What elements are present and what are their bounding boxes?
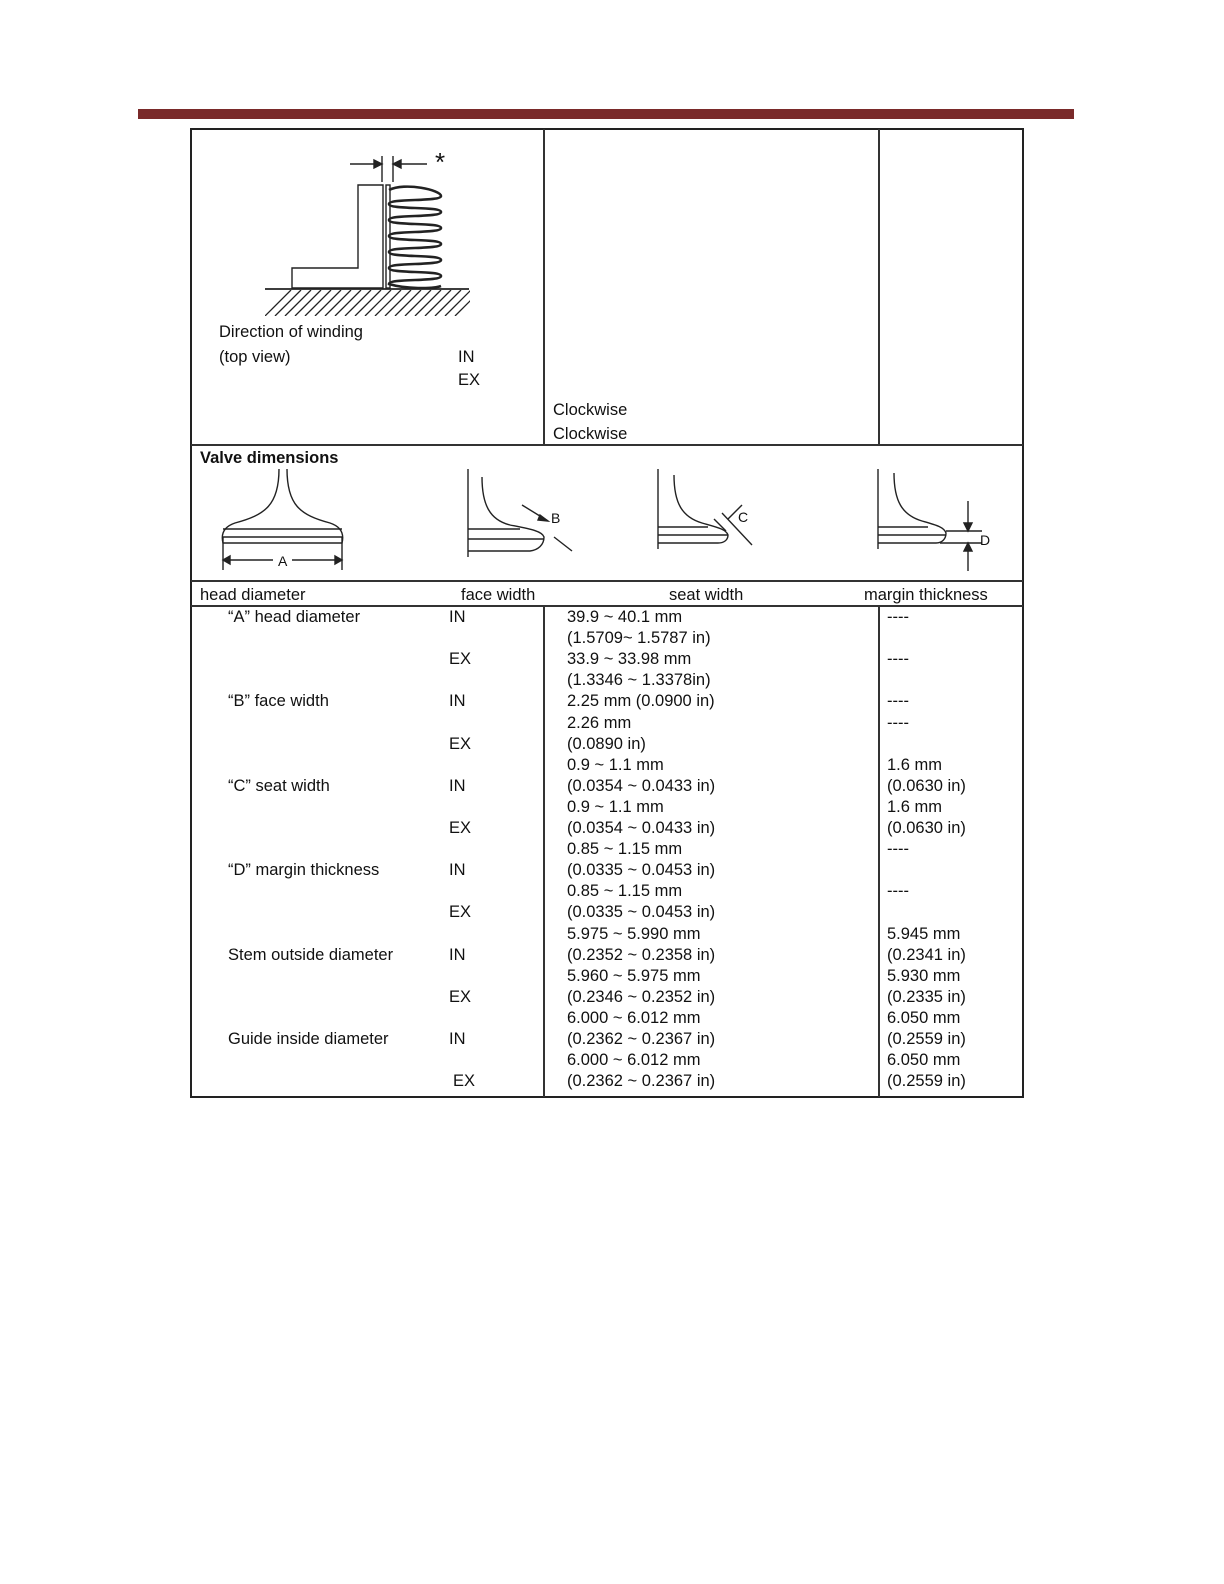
spec-row-standard: (1.3346 ~ 1.3378in): [567, 671, 711, 690]
spec-row-in-ex: IN: [449, 945, 466, 964]
spec-row-label: “D” margin thickness: [228, 861, 380, 880]
spec-row-limit: (0.0630 in): [887, 819, 966, 837]
spec-row-limit: (0.2559 in): [887, 1072, 966, 1091]
spec-row-limit: 1.6 mm: [887, 755, 943, 774]
spec-row-standard: 39.9 ~ 40.1 mm: [567, 608, 683, 626]
spec-row-label: “B” face width: [228, 692, 329, 711]
spec-row-standard: 0.9 ~ 1.1 mm: [567, 755, 664, 774]
caption-face-width: face width: [461, 586, 536, 604]
spec-row-limit: ----: [887, 840, 909, 859]
top-view-label: (top view): [219, 348, 291, 366]
col-divider-4: [878, 606, 880, 1097]
spec-row-limit: (0.0630 in): [887, 776, 966, 795]
spec-row-standard: 0.85 ~ 1.15 mm: [567, 882, 683, 901]
spec-row-label: Guide inside diameter: [228, 1030, 389, 1048]
caption-seat-width: seat width: [669, 586, 744, 604]
spec-row-limit: 6.050 mm: [887, 1008, 961, 1027]
spec-row-label: “C” seat width: [228, 776, 330, 795]
marker-d: D: [980, 532, 991, 548]
spec-row-limit: 5.945 mm: [887, 924, 961, 943]
col-divider-3: [543, 606, 545, 1097]
spec-row-standard: (0.0354 ~ 0.0433 in): [567, 776, 716, 795]
spec-row-limit: ----: [887, 650, 909, 669]
marker-a: A: [278, 553, 288, 569]
spec-row-standard: 5.960 ~ 5.975 mm: [567, 966, 701, 985]
caption-head-diameter: head diameter: [200, 586, 306, 604]
spec-row-in-ex: EX: [449, 819, 472, 837]
spec-row-standard: 0.9 ~ 1.1 mm: [567, 797, 664, 816]
spec-row-limit: 1.6 mm: [887, 797, 943, 816]
spec-row-in-ex: EX: [449, 734, 472, 753]
spec-row-standard: (0.2352 ~ 0.2358 in): [567, 945, 716, 964]
spec-row-limit: ----: [887, 713, 909, 732]
spec-row-standard: 5.975 ~ 5.990 mm: [567, 924, 701, 943]
spec-row-limit: ----: [887, 692, 909, 711]
spec-row-standard: (0.0354 ~ 0.0433 in): [567, 819, 716, 837]
marker-b: B: [551, 510, 561, 526]
spec-row-standard: 0.85 ~ 1.15 mm: [567, 840, 683, 859]
spec-row-limit: 5.930 mm: [887, 966, 961, 985]
spring-diagram: [255, 148, 555, 318]
spec-row-standard: (0.0335 ~ 0.0453 in): [567, 861, 716, 880]
valve-section-title: Valve dimensions: [200, 449, 339, 467]
spec-row-in-ex: IN: [449, 861, 466, 880]
spec-row-limit: ----: [887, 882, 909, 901]
col-divider-2: [878, 129, 880, 445]
spec-row-standard: (0.2362 ~ 0.2367 in): [567, 1030, 716, 1048]
spec-row-limit: (0.2341 in): [887, 945, 966, 964]
spec-row-in-ex: EX: [449, 650, 472, 669]
spec-row-standard: (0.0335 ~ 0.0453 in): [567, 903, 716, 922]
spec-row-label: Stem outside diameter: [228, 945, 394, 964]
spec-row-standard: 33.9 ~ 33.98 mm: [567, 650, 692, 669]
row-divider-1: [191, 444, 1023, 446]
header-rule: [138, 109, 1074, 119]
spec-row-standard: (1.5709~ 1.5787 in): [567, 629, 711, 648]
spec-row-standard: (0.2346 ~ 0.2352 in): [567, 987, 716, 1006]
spec-row-in-ex: IN: [449, 608, 466, 626]
spec-row-in-ex: IN: [449, 776, 466, 795]
spec-row-in-ex: EX: [453, 1072, 476, 1091]
spring-in-value: Clockwise: [553, 401, 628, 419]
caption-margin-thickness: margin thickness: [864, 586, 988, 604]
spring-ex-label: EX: [458, 371, 481, 389]
spec-row-in-ex: EX: [449, 903, 472, 922]
spec-row-standard: 2.26 mm: [567, 713, 632, 732]
spec-row-in-ex: EX: [449, 987, 472, 1006]
marker-c: C: [738, 509, 749, 525]
spec-row-standard: (0.0890 in): [567, 734, 646, 753]
valve-face-width-diagram: [460, 465, 590, 565]
spec-row-standard: 2.25 mm (0.0900 in): [567, 692, 715, 711]
spec-row-limit: (0.2559 in): [887, 1030, 966, 1048]
spec-row-standard: 6.000 ~ 6.012 mm: [567, 1008, 701, 1027]
row-divider-2: [191, 580, 1023, 582]
spring-in-label: IN: [458, 348, 475, 366]
spec-row-limit: (0.2335 in): [887, 987, 966, 1006]
spec-row-limit: 6.050 mm: [887, 1051, 961, 1070]
valve-margin-thickness-diagram: [870, 465, 990, 575]
dimension-star: *: [435, 147, 446, 177]
spec-row-in-ex: IN: [449, 1030, 466, 1048]
spec-row-standard: 6.000 ~ 6.012 mm: [567, 1051, 701, 1070]
spring-ex-value: Clockwise: [553, 425, 628, 443]
spec-row-in-ex: IN: [449, 692, 466, 711]
spec-row-standard: (0.2362 ~ 0.2367 in): [567, 1072, 716, 1091]
spec-row-limit: ----: [887, 608, 909, 626]
direction-label: Direction of winding: [219, 323, 363, 341]
spec-row-label: “A” head diameter: [228, 608, 361, 626]
